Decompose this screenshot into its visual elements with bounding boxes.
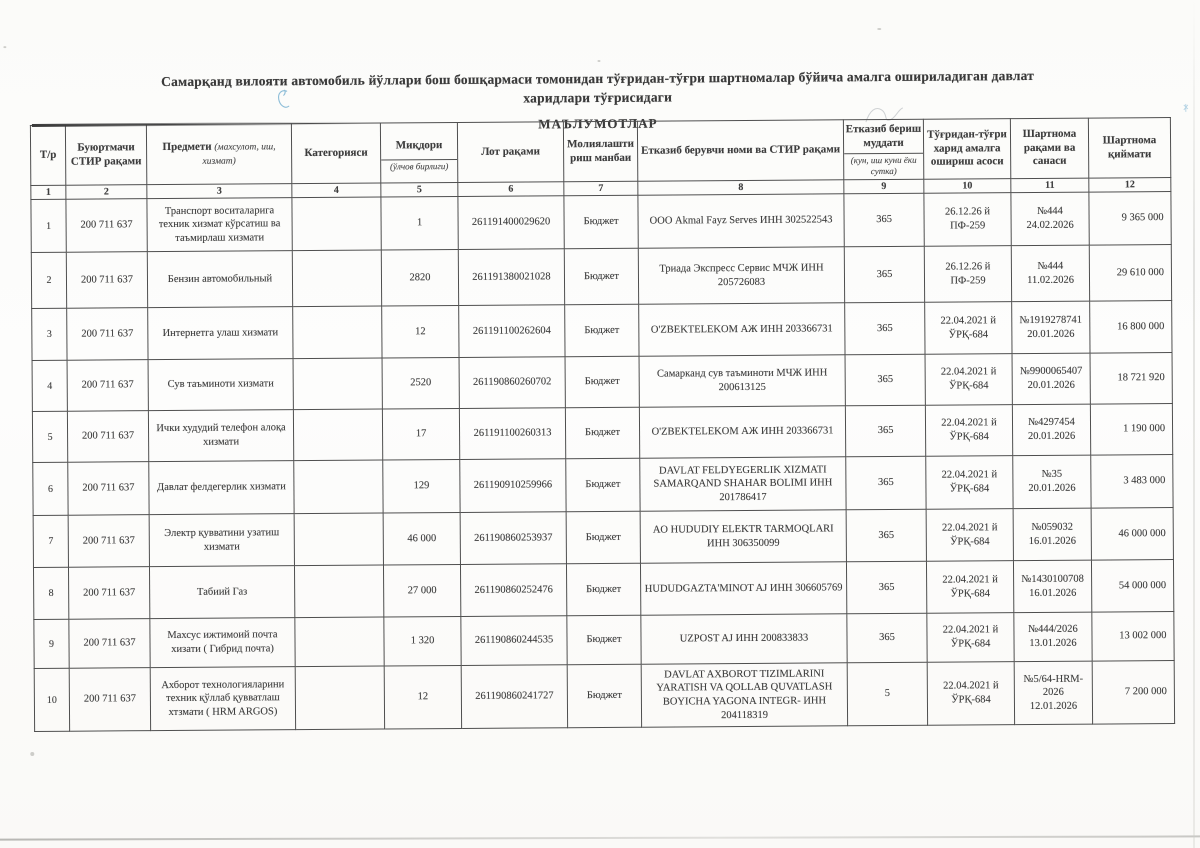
- column-number: 1: [31, 185, 66, 199]
- cell-term: 365: [844, 246, 924, 303]
- cell-category: [294, 513, 383, 566]
- cell-supplier: Самарканд сув таъминоти МЧЖ ИНН 200613125: [639, 355, 845, 407]
- cell-subject: Махсус ижтимоий почта хизати ( Гибрид почта): [150, 618, 295, 668]
- cell-customer_tin: 200 711 637: [68, 515, 149, 568]
- cell-value: 3 483 000: [1091, 455, 1173, 509]
- header-delivery-term-sub: (кун, иш куни ёки сутка): [850, 154, 917, 176]
- cell-quantity: 129: [383, 459, 460, 513]
- cell-source: Бюджет: [565, 304, 639, 357]
- cell-quantity: 2520: [382, 357, 459, 409]
- header-quantity-label: Миқдори: [381, 132, 457, 161]
- cell-value: 18 721 920: [1090, 353, 1172, 405]
- cell-contract: №444/2026 13.01.2026: [1014, 612, 1092, 662]
- cell-subject: Табиий Газ: [149, 566, 294, 619]
- cell-quantity: 1 320: [384, 616, 461, 666]
- cell-value: 1 190 000: [1090, 404, 1172, 456]
- cell-category: [293, 306, 382, 359]
- cell-term: 5: [847, 662, 927, 726]
- cell-value: 54 000 000: [1091, 559, 1173, 612]
- cell-source: Бюджет: [567, 664, 641, 728]
- cell-basis: 22.04.2021 й ЎРҚ-684: [927, 613, 1014, 663]
- cell-lot: 261190910259966: [460, 459, 566, 513]
- header-direct-purchase-basis: Тўғридан-тўғри харид амалга ошириш асоси: [923, 119, 1010, 180]
- cell-category: [293, 409, 382, 461]
- cell-basis: 26.12.26 й ПФ-259: [924, 246, 1011, 303]
- cell-no: 9: [34, 619, 69, 668]
- cell-quantity: 27 000: [383, 564, 460, 617]
- table-header: [30, 118, 1170, 200]
- cell-subject: Транспорт воситаларига техник хизмат кўрсатиш ва таъмирлаш хизмати: [147, 198, 292, 252]
- cell-lot: 261190860252476: [460, 564, 566, 617]
- cell-value: 46 000 000: [1091, 508, 1173, 561]
- cell-customer_tin: 200 711 637: [68, 462, 149, 516]
- column-number: 8: [638, 180, 844, 195]
- cell-contract: №1919278741 20.01.2026: [1012, 301, 1090, 354]
- cell-basis: 22.04.2021 й ЎРҚ-684: [925, 354, 1012, 406]
- cell-customer_tin: 200 711 637: [67, 360, 148, 412]
- cell-supplier: Триада Экспресс Сервис МЧЖ ИНН 205726083: [638, 247, 844, 304]
- cell-supplier: DAVLAT AXBOROT TIZIMLARINI YARATISH VA QOLLAB QUVATLASH BOYICHA YAGONA INTEGR- ИНН 204118319: [641, 663, 847, 727]
- cell-lot: 261191400029620: [458, 196, 564, 250]
- cell-term: 365: [846, 509, 926, 562]
- cell-quantity: 12: [384, 665, 461, 729]
- cell-category: [294, 565, 383, 618]
- cell-term: 365: [844, 193, 924, 247]
- cell-basis: 22.04.2021 й ЎРҚ-684: [925, 302, 1012, 355]
- header-contract-value: Шартнома қиймати: [1088, 118, 1170, 179]
- header-delivery-term: [843, 119, 923, 180]
- header-subject-sub: (махсулот, иш, хизмат): [202, 141, 276, 167]
- blue-ink-mark: [276, 88, 292, 110]
- cell-contract: №9900065407 20.01.2026: [1012, 353, 1090, 405]
- cell-term: 365: [846, 561, 926, 614]
- cell-customer_tin: 200 711 637: [68, 567, 149, 620]
- cell-customer_tin: 200 711 637: [67, 411, 148, 463]
- cell-contract: №35 20.01.2026: [1013, 455, 1091, 509]
- header-lot-number: Лот рақами: [457, 122, 563, 183]
- cell-no: 6: [33, 462, 68, 515]
- cell-source: Бюджет: [566, 511, 640, 564]
- table-row: [33, 455, 1173, 516]
- cell-category: [295, 666, 384, 730]
- cell-subject: Ички худудий телефон алоқа хизмати: [148, 410, 293, 462]
- cell-category: [293, 358, 382, 410]
- header-funding-source: Молиялаштириш манбаи: [563, 121, 637, 182]
- cell-source: Бюджет: [565, 407, 639, 459]
- column-number: 12: [1089, 178, 1171, 193]
- column-number: 11: [1011, 178, 1089, 193]
- cell-term: 365: [846, 456, 926, 510]
- cell-lot: 261191380021028: [458, 249, 564, 306]
- cell-contract: №444 11.02.2026: [1011, 245, 1089, 302]
- document-subtitle: МАЪЛУМОТЛАР: [538, 115, 658, 132]
- table-row: [32, 353, 1172, 412]
- cell-value: 29 610 000: [1089, 245, 1171, 302]
- cell-term: 365: [845, 302, 925, 355]
- column-number: 10: [924, 179, 1011, 194]
- procurement-table-wrap: [30, 117, 1174, 732]
- header-delivery-term-label: Етказиб бериш муддати: [844, 121, 923, 154]
- cell-category: [292, 250, 381, 307]
- cell-lot: 261190860260702: [459, 357, 565, 409]
- cell-no: 5: [32, 411, 67, 462]
- cell-subject: Сув таъминоти хизмати: [148, 359, 293, 411]
- cell-no: 3: [32, 308, 67, 360]
- cell-value: 7 200 000: [1092, 660, 1174, 724]
- header-quantity-sub: (ўлчов бирлиги): [389, 161, 449, 172]
- cell-lot: 261191100260313: [459, 408, 565, 460]
- cell-contract: №444 24.02.2026: [1011, 192, 1089, 246]
- cell-term: 365: [845, 405, 925, 457]
- header-supplier: Етказиб берувчи номи ва СТИР рақами: [637, 120, 843, 181]
- document-title: Самарқанд вилояти автомобиль йўллари бош бошқармаси томонидан тўғридан-тўғри шартномалар бўйича амалга ошириладиган давлат харидлари тўғрисидаги: [161, 67, 1035, 106]
- cell-category: [294, 460, 383, 514]
- cell-quantity: 17: [382, 408, 459, 460]
- cell-no: 1: [31, 199, 66, 252]
- cell-customer_tin: 200 711 637: [66, 252, 147, 309]
- column-number: 9: [844, 179, 924, 194]
- cell-value: 16 800 000: [1090, 301, 1172, 354]
- column-number: 3: [147, 184, 292, 199]
- cell-quantity: 2820: [381, 249, 458, 306]
- cell-source: Бюджет: [564, 248, 638, 305]
- cell-basis: 26.12.26 й ПФ-259: [924, 193, 1011, 247]
- cell-lot: 261190860244535: [461, 616, 567, 666]
- cell-no: 4: [32, 360, 67, 411]
- table-row: [31, 245, 1171, 309]
- scan-speckle: [30, 752, 34, 756]
- cell-lot: 261190860253937: [460, 512, 566, 565]
- column-number: 4: [292, 183, 381, 198]
- cell-quantity: 12: [382, 305, 459, 358]
- blue-ink-dot: [1182, 104, 1190, 114]
- header-contract-number-date: Шартнома рақами ва санаси: [1010, 118, 1088, 179]
- cell-subject: Электр қувватини узатиш хизмати: [149, 514, 294, 567]
- cell-supplier: ООО Akmal Fayz Serves ИНН 302522543: [638, 194, 844, 248]
- table-row: [32, 301, 1172, 361]
- cell-value: 13 002 000: [1092, 611, 1174, 661]
- cell-category: [292, 197, 381, 251]
- header-row-number: Т/р: [30, 125, 65, 185]
- cell-term: 365: [847, 613, 927, 663]
- cell-source: Бюджет: [565, 356, 639, 408]
- cell-basis: 22.04.2021 й ЎРҚ-684: [926, 561, 1013, 614]
- cell-basis: 22.04.2021 й ЎРҚ-684: [927, 662, 1014, 726]
- table-body: [31, 192, 1175, 732]
- cell-supplier: O'ZBEKTELEKOM АЖ ИНН 203366731: [639, 406, 845, 458]
- column-number: 6: [458, 182, 564, 197]
- cell-no: 2: [31, 252, 66, 308]
- column-number: 5: [381, 182, 458, 197]
- cell-no: 10: [34, 668, 69, 731]
- cell-supplier: HUDUDGAZTA'MINOT AJ ИНН 306605769: [640, 562, 846, 615]
- cell-customer_tin: 200 711 637: [69, 619, 150, 669]
- header-customer-tin: Буюртмачи СТИР рақами: [65, 125, 146, 186]
- column-number: 7: [564, 181, 638, 196]
- cell-value: 9 365 000: [1089, 192, 1171, 246]
- cell-supplier: UZPOST AJ ИНН 200833833: [641, 614, 847, 664]
- cell-lot: 261190860241727: [461, 665, 567, 729]
- table-row: [31, 192, 1171, 253]
- cell-source: Бюджет: [564, 195, 638, 249]
- cell-term: 365: [845, 354, 925, 406]
- cell-contract: №4297454 20.01.2026: [1012, 404, 1090, 456]
- cell-subject: Интернетга улаш хизмати: [148, 307, 293, 360]
- cell-basis: 22.04.2021 й ЎРҚ-684: [926, 509, 1013, 562]
- header-subject: [146, 124, 291, 185]
- cell-category: [295, 617, 384, 667]
- cell-customer_tin: 200 711 637: [69, 668, 150, 732]
- cell-customer_tin: 200 711 637: [67, 308, 148, 361]
- cell-subject: Давлат фелдегерлик хизмати: [149, 461, 294, 515]
- cell-supplier: DAVLAT FELDYEGERLIK XIZMATI SAMARQAND SHAHAR BOLIMI ИНН 201786417: [640, 457, 846, 511]
- table-row: [34, 611, 1174, 668]
- cell-supplier: O'ZBEKTELEKOM АЖ ИНН 203366731: [639, 303, 845, 356]
- cell-supplier: AO HUDUDIY ELEKTR TARMOQLARI ИНН 306350099: [640, 510, 846, 563]
- header-subject-label: Предмети: [162, 140, 212, 153]
- cell-source: Бюджет: [567, 615, 641, 665]
- table-row: [32, 404, 1172, 463]
- cell-no: 8: [33, 567, 68, 619]
- cell-contract: №5/64-HRM-2026 12.01.2026: [1014, 661, 1092, 725]
- cell-contract: №1430100708 16.01.2026: [1013, 560, 1091, 613]
- procurement-table: [30, 117, 1175, 732]
- cell-basis: 22.04.2021 й ЎРҚ-684: [926, 456, 1013, 510]
- column-number: 2: [66, 185, 147, 200]
- cell-quantity: 46 000: [383, 512, 460, 565]
- cell-source: Бюджет: [566, 563, 640, 616]
- cell-source: Бюджет: [566, 458, 640, 512]
- paper-right-edge: [1193, 0, 1195, 848]
- table-row: [34, 660, 1174, 731]
- table-row: [33, 508, 1173, 568]
- cell-quantity: 1: [381, 196, 458, 250]
- cell-contract: №059032 16.01.2026: [1013, 508, 1091, 561]
- cell-no: 7: [33, 515, 68, 567]
- scan-speckle: [3, 46, 6, 48]
- table-row: [33, 559, 1173, 619]
- cell-subject: Бензин автомобильный: [147, 251, 292, 308]
- cell-lot: 261191100262604: [459, 305, 565, 358]
- cell-subject: Ахборот технологияларини техник қўллаб қувватлаш хтзмати ( HRM ARGOS): [150, 667, 295, 731]
- header-category: Категорияси: [291, 123, 380, 184]
- scan-speckle: [597, 60, 600, 62]
- scan-speckle: [877, 28, 881, 30]
- header-quantity: [380, 122, 457, 183]
- cell-customer_tin: 200 711 637: [66, 199, 147, 253]
- cell-basis: 22.04.2021 й ЎРҚ-684: [925, 405, 1012, 457]
